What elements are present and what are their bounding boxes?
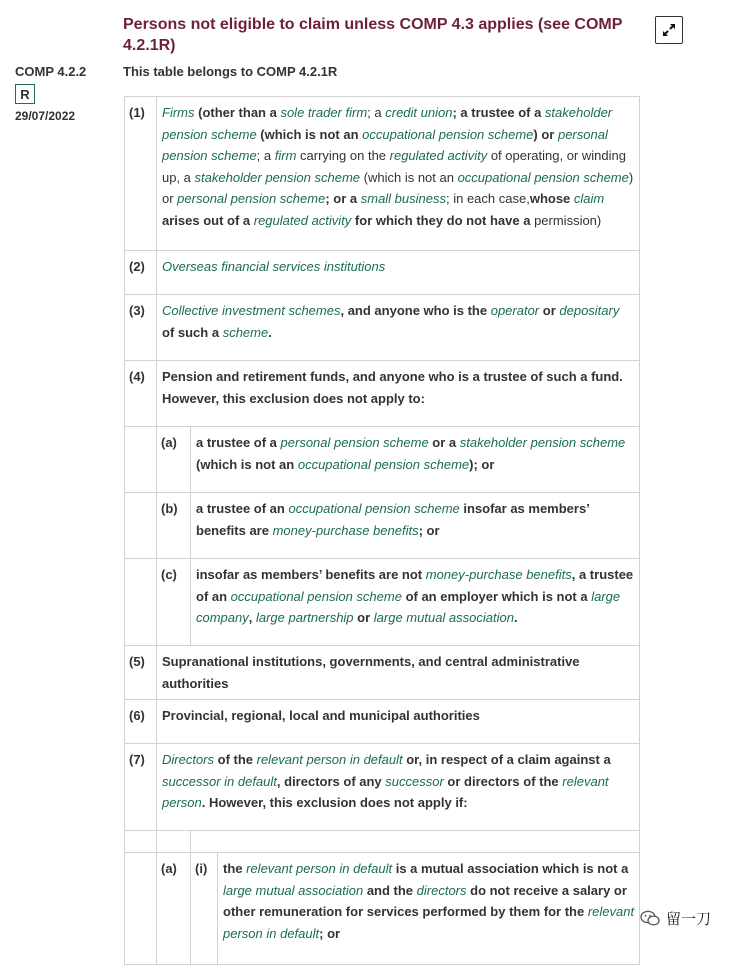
text-run: . [513,610,518,625]
text-run: for which they do not have a [351,212,535,228]
text-run: or [353,610,374,625]
glossary-link[interactable]: money-purchase benefits [272,522,419,538]
glossary-link[interactable]: occupational pension scheme [230,588,402,604]
text-run: (other than a [194,105,281,120]
row-text [157,97,640,251]
text-run: ; a trustee of a [452,105,545,120]
table-row [125,361,640,427]
glossary-link[interactable]: depositary [559,303,620,318]
text-run: permission) [534,212,602,228]
glossary-link[interactable]: large mutual association [223,882,364,898]
text-run: insofar as members’ benefits are not [196,567,426,582]
glossary-link[interactable]: scheme [222,324,269,340]
text-run: or [539,303,560,318]
text-run: carrying on the [296,148,390,163]
text-run: of such a [162,324,223,340]
table-row [125,700,640,744]
text-run: of operating, or winding up, a [162,148,626,185]
glossary-link[interactable]: relevant person [162,773,609,810]
expand-arrows-icon [662,23,676,37]
text-run: (which is not an [360,169,458,185]
row-text [157,295,640,361]
page-title: Persons not eligible to claim unless COMP 4.3 applies (see COMP 4.2.1R) [123,16,623,54]
table-row [125,744,640,831]
table-row [125,251,640,295]
glossary-link[interactable]: relevant person in default [256,752,403,767]
text-run: a trustee of an [196,501,289,516]
table-subrow [125,493,640,559]
glossary-link[interactable]: directors [416,882,467,898]
glossary-link[interactable]: large company [196,588,621,625]
sub-letter: (c) [157,559,191,646]
text-run: ; in each case, [446,191,530,206]
text-run: ; or [418,522,440,538]
text-run: (which is not an [196,456,298,472]
row-number: (6) [125,700,157,744]
text-run: . [268,324,272,340]
row-number: (2) [125,251,157,295]
text-run: ) or [533,126,558,142]
row-number: (5) [125,646,157,700]
glossary-link[interactable]: regulated activity [253,212,352,228]
exclusions-table [124,96,640,965]
table-subrow [125,559,640,646]
glossary-link[interactable]: small business [360,191,446,206]
rule-reference: COMP 4.2.2 [15,64,87,79]
table-belongs-note: This table belongs to COMP 4.2.1R [123,64,338,79]
text-run: do not receive a salary or other remuneration for services performed by them for the [223,882,627,919]
text-run: and the [363,882,417,898]
glossary-link[interactable]: Firms [162,105,195,120]
glossary-link[interactable]: sole trader firm [280,105,368,120]
glossary-link[interactable]: personal pension scheme [280,435,429,450]
glossary-link[interactable]: stakeholder pension scheme [194,169,361,185]
glossary-link[interactable]: personal pension scheme [162,126,608,163]
text-run: ; a [256,148,275,163]
text-run: is a mutual association which is not a [392,861,629,876]
text-run: , a trustee of an [196,567,634,604]
glossary-link[interactable]: firm [274,148,297,163]
wechat-icon [640,910,660,927]
sub-text [191,559,640,646]
glossary-link[interactable]: credit union [385,105,453,120]
text-run: . However, this exclusion does not apply if: [201,795,468,810]
glossary-link[interactable]: money-purchase benefits [425,567,572,582]
row-number: (1) [125,97,157,251]
text-run: Pension and retirement funds, and anyone who is a trustee of such a fund. However, this exclusion does not apply to: [162,369,623,406]
text-run: ); or [469,456,495,472]
glossary-link[interactable]: occupational pension scheme [457,169,629,185]
text-run: ; or [319,925,341,941]
text-run: of the [214,752,257,767]
sub-letter: (b) [157,493,191,559]
glossary-link[interactable]: large partnership [255,610,354,625]
glossary-link[interactable]: large mutual association [373,610,514,625]
row-number: (4) [125,361,157,427]
row-number: (3) [125,295,157,361]
text-run: of an employer which is not a [401,588,592,604]
glossary-link[interactable]: relevant person in default [223,904,635,941]
glossary-link[interactable]: claim [573,191,605,206]
row-text [157,646,640,700]
text-run: ) or [162,169,634,206]
row-text [157,361,640,427]
glossary-link[interactable]: successor in default [162,773,277,789]
table-row [125,646,640,700]
table-row [125,295,640,361]
text-run: Provincial, regional, local and municipal authorities [162,708,480,723]
text-run: , [248,610,256,625]
text-run: a trustee of a [196,435,281,450]
expand-button[interactable] [655,16,683,44]
glossary-link[interactable]: Directors [162,752,215,767]
watermark [640,908,711,929]
glossary-link[interactable]: occupational pension scheme [297,456,470,472]
row-text [157,700,640,744]
glossary-link[interactable]: successor [385,773,444,789]
glossary-link[interactable]: personal pension scheme [177,191,326,206]
text-run: the [223,861,247,876]
text-run: Supranational institutions, governments, and central administrative authorities [162,654,580,691]
text-run: ; or a [325,191,361,206]
sub-roman: (i) [191,853,218,965]
sub-letter: (a) [157,427,191,493]
text-run: or, in respect of a claim against a [402,752,611,767]
text-run: whose [529,191,574,206]
text-run: arises out of a [162,212,254,228]
text-run: , directors of any [276,773,386,789]
glossary-link[interactable]: occupational pension scheme [288,501,460,516]
text-run: insofar as members’ benefits are [196,501,590,538]
effective-date: 29/07/2022 [15,109,76,123]
table-row [125,97,640,251]
watermark-text: 留一刀 [666,911,712,928]
table-spacer-row [125,831,640,853]
sub-text [218,853,640,965]
sub-text [191,427,640,493]
table-subrow [125,853,640,965]
row-number: (7) [125,744,157,831]
text-run: (which is not an [256,126,363,142]
glossary-link[interactable]: relevant person in default [246,861,393,876]
glossary-link[interactable]: stakeholder pension scheme [162,105,613,142]
glossary-link[interactable]: stakeholder pension scheme [459,435,626,450]
glossary-link[interactable]: regulated activity [389,148,488,163]
glossary-link[interactable]: Collective investment schemes [162,303,341,318]
text-run: or directors of the [443,773,563,789]
rule-type-badge: R [15,84,35,104]
glossary-link[interactable]: operator [490,303,540,318]
glossary-link[interactable]: Overseas financial services institutions [162,259,386,274]
sub-letter: (a) [157,853,191,965]
text-run: or a [428,435,460,450]
text-run: ; a [367,105,386,120]
text-run: , and anyone who is the [340,303,491,318]
row-text [157,251,640,295]
glossary-link[interactable]: occupational pension scheme [362,126,534,142]
table-subrow [125,427,640,493]
sub-text [191,493,640,559]
row-text [157,744,640,831]
